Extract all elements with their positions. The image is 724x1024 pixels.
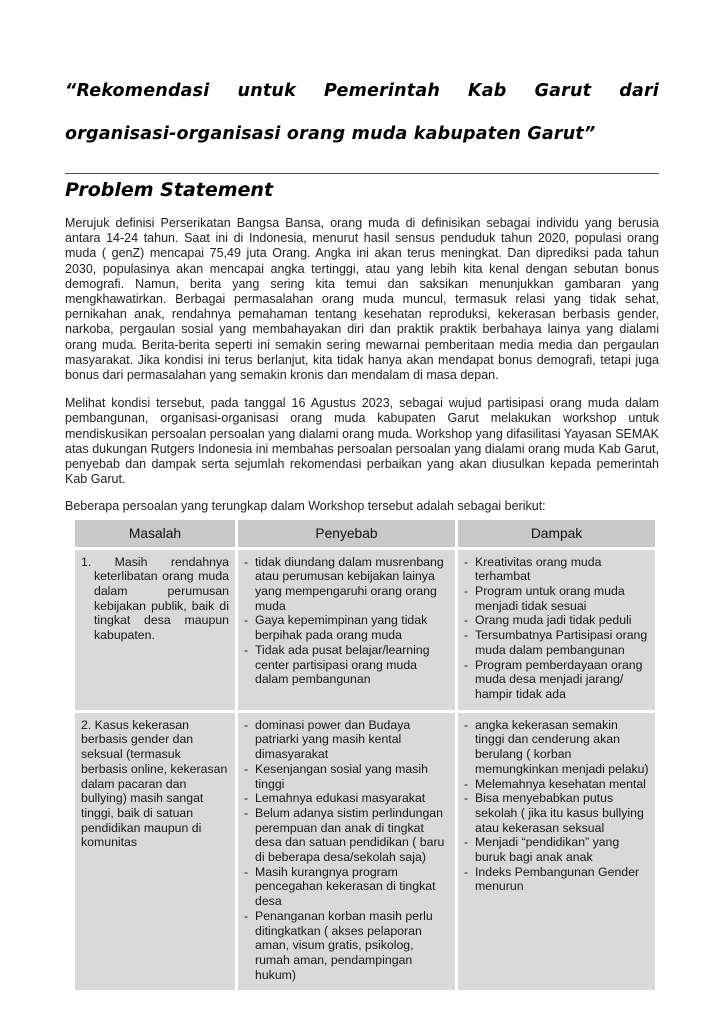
bullet-item: - Gaya kepemimpinan yang tidak berpihak pada orang muda [244, 613, 428, 643]
bullet-item: - dominasi power dan Budaya patriarki yang masih kental dimasyarakat [244, 717, 411, 762]
bullet-item: - Lemahnya edukasi masyarakat [244, 791, 426, 806]
bullet-item: - Penanganan korban masih perlu ditingkatkan ( akses pelaporan aman, visum gratis, psikolog, rumah aman, pendampingan hukum) [244, 908, 433, 982]
bullet-item: - Kesenjangan sosial yang masih tinggi [244, 761, 428, 791]
bullet-item: - Orang muda jadi tidak peduli [464, 613, 632, 628]
bullet-item: - Bisa menyebabkan putus sekolah ( jika itu kasus bullying atau kekerasan seksual [464, 791, 644, 835]
section-heading: Problem Statement [65, 179, 274, 201]
bullet-item: - Belum adanya sistim perlindungan perempuan dan anak di tingkat desa dan satuan pendidikan ( baru di beberapa desa/sekolah saja) [244, 805, 445, 865]
bullet-item: - Tersumbatnya Partisipasi orang muda dalam pembangunan [464, 628, 648, 657]
bullet-item: - Menjadi “pendidikan” yang buruk bagi anak anak [464, 835, 620, 865]
bullet-item: - tidak diundang dalam musrenbang atau perumusan kebijakan lainya yang mempengaruhi orang orang muda [244, 554, 444, 613]
table-row1-masalah-cell: 1. Masih rendahnya keterlibatan orang muda dalam perumusan kebijakan publik, baik di tingkat desa maupun kabupaten. [75, 550, 235, 710]
bullet-item: - Tidak ada pusat belajar/learning center partisipasi orang muda dalam pembangunan [244, 642, 430, 687]
document-title: “Rekomendasi untuk Pemerintah Kab Garut dari organisasi-organisasi orang muda kabupaten Garut” [65, 81, 659, 144]
table-header-dampak: Dampak [458, 520, 655, 547]
table-row1-penyebab-cell [238, 550, 455, 710]
paragraph-workshop-context: Melihat kondisi tersebut, pada tanggal 16 Agustus 2023, sebagai wujud partisipasi orang muda dalam pembangunan, organisasi-organisasi orang muda kabupaten Garut melakukan workshop untuk mendiskusikan persoalan persoalan yang dialami orang muda. Workshop yang difasilitasi Yayasan SEMAK atas dukungan Rutgers Indonesia ini membahas persoalan persoalan yang dialami orang muda Kab Garut, penyebab dan dampak serta sejumlah rekomendasi perbaikan yang akan diusulkan kepada pemerintah Kab Garut. [65, 396, 659, 487]
table-row1-dampak-cell [458, 550, 655, 710]
table-intro: Beberapa persoalan yang terungkap dalam Workshop tersebut adalah sebagai berikut: [65, 499, 546, 514]
section-divider [65, 173, 659, 203]
table-header-penyebab: Penyebab [238, 520, 455, 547]
bullet-item: - Melemahnya kesehatan mental [464, 776, 646, 791]
bullet-item: - Program untuk orang muda menjadi tidak sesuai [464, 584, 625, 613]
table-row2-masalah-cell: 2. Kasus kekerasan berbasis gender dan seksual (termasuk berbasis online, kekerasan dalam pacaran dan bullying) masih sangat tinggi, baik di satuan pendidikan maupun di komunitas [75, 713, 235, 991]
bullet-item: - Masih kurangnya program pencegahan kekerasan di tingkat desa [244, 864, 436, 909]
bullet-item: - Kreativitas orang muda terhambat [464, 554, 602, 584]
table-row2-penyebab-cell [238, 713, 455, 991]
bullet-item: - Program pemberdayaan orang muda desa menjadi jarang/ hampir tidak ada [464, 657, 643, 701]
paragraph-problem-context: Merujuk definisi Perserikatan Bangsa Bansa, orang muda di definisikan sebagai individu yang berusia antara 14-24 tahun. Saat ini di Indonesia, menurut hasil sensus penduduk tahun 2020, populasi orang muda ( genZ) mencapai 75,49 juta Orang. Angka ini akan terus meningkat. Dan diprediksi pada tahun 2030, populasinya akan mencapai angka tertinggi, atau yang lebih kita kenal dengan sebutan bonus demografi. Namun, berita yang sering kita temui dan saksikan menunjukkan gambaran yang mengkhawatirkan. Berbagai permasalahan orang muda muncul, termasuk relasi yang tidak sehat, pernikahan anak, rendahnya pemahaman tentang kesehatan reproduksi, kekerasan berbasis gender, narkoba, pergaulan sosial yang membahayakan diri dan praktik praktik berbahaya lainya yang dialami orang muda. Berita-berita seperti ini semakin sering mewarnai pemberitaan media media dan pergaulan masyarakat. Jika kondisi ini terus berlanjut, kita tidak hanya akan mendapat bonus demografi, tetapi juga bonus dari permasalahan yang semakin kronis dan mendalam di masa depan. [65, 216, 659, 383]
bullet-item: - angka kekerasan semakin tinggi dan cenderung akan berulang ( korban memungkinkan menjadi pelaku) [464, 717, 649, 776]
bullet-item: - Indeks Pembangunan Gender menurun [464, 864, 640, 894]
problems-table [75, 520, 655, 991]
table-row2-dampak-cell [458, 713, 655, 991]
table-header-masalah: Masalah [75, 520, 235, 547]
